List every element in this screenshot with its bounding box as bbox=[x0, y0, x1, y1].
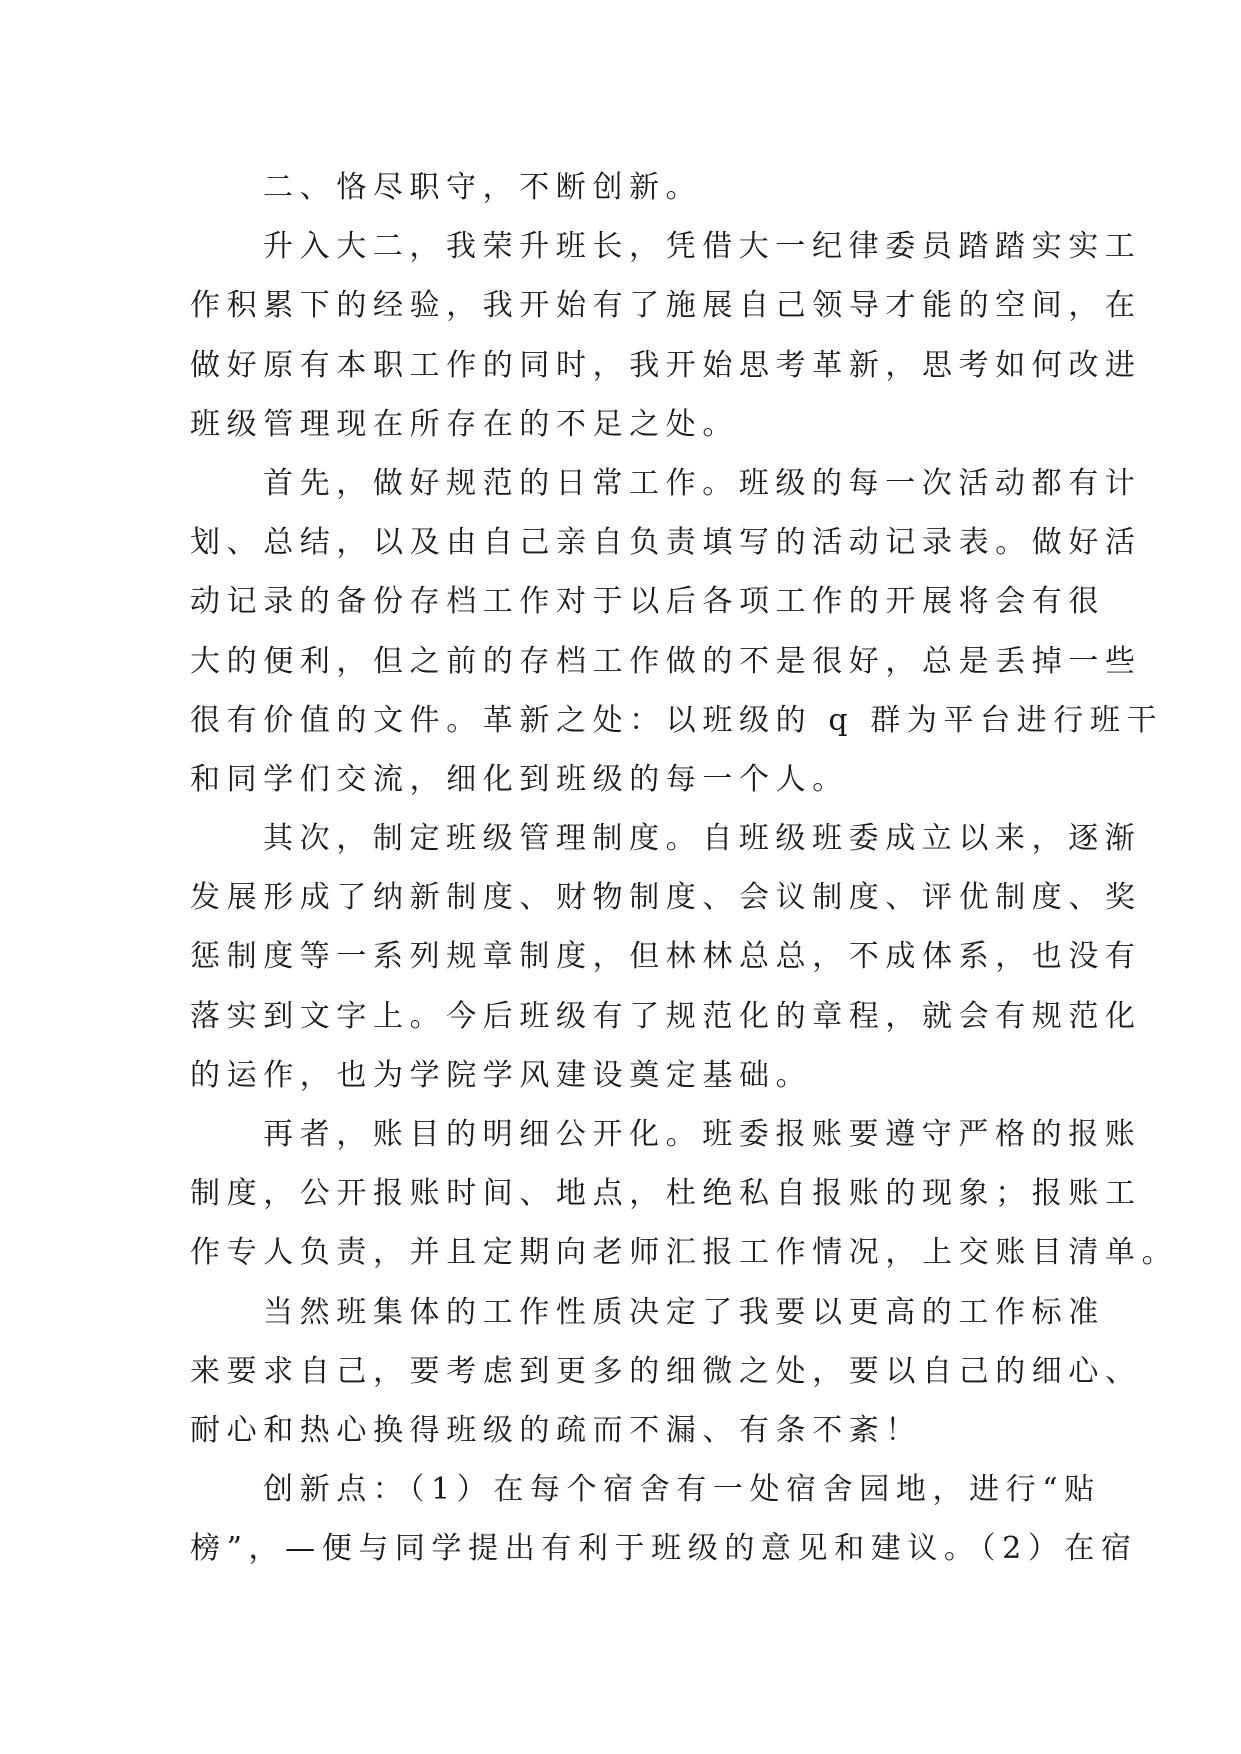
text-line: 和同学们交流，细化到班级的每一个人。 bbox=[190, 761, 849, 797]
paragraph-first-line: 其次，制定班级管理制度。自班级班委成立以来，逐渐 bbox=[263, 821, 1142, 857]
text-line: 的运作，也为学院学风建设奠定基础。 bbox=[190, 1057, 813, 1093]
text-line: 班级管理现在所存在的不足之处。 bbox=[190, 406, 739, 442]
text-line: 作专人负责，并且定期向老师汇报工作情况，上交账目清单。 bbox=[190, 1235, 1179, 1271]
text-line: 来要求自己，要考虑到更多的细微之处，要以自己的细心、 bbox=[190, 1353, 1142, 1389]
document-body bbox=[190, 158, 1179, 1579]
paragraph-first-line: 首先，做好规范的日常工作。班级的每一次活动都有计 bbox=[263, 465, 1142, 501]
text-line: 作积累下的经验，我开始有了施展自己领导才能的空间，在 bbox=[190, 288, 1142, 324]
text-line: 榜”，—便与同学提出有利于班级的意见和建议。（2）在宿 bbox=[190, 1531, 1138, 1567]
paragraph-first-line: 二、恪尽职守，不断创新。 bbox=[263, 170, 703, 205]
text-line: 动记录的备份存档工作对于以后各项工作的开展将会有很 bbox=[190, 584, 1105, 620]
paragraph-first-line: 再者，账目的明细公开化。班委报账要遵守严格的报账 bbox=[263, 1117, 1142, 1152]
text-line: 落实到文字上。今后班级有了规范化的章程，就会有规范化 bbox=[190, 998, 1142, 1034]
paragraph-first-line: 创新点：（1）在每个宿舍有一处宿舍园地，进行“贴 bbox=[263, 1472, 1101, 1508]
text-line: 惩制度等一系列规章制度，但林林总总，不成体系，也没有 bbox=[190, 939, 1142, 975]
paragraph-first-line: 当然班集体的工作性质决定了我要以更高的工作标准 bbox=[263, 1294, 1105, 1330]
text-line: 制度，公开报账时间、地点，杜绝私自报账的现象；报账工 bbox=[190, 1176, 1142, 1212]
text-line: 发展形成了纳新制度、财物制度、会议制度、评优制度、奖 bbox=[190, 880, 1142, 916]
text-line: 大的便利，但之前的存档工作做的不是很好，总是丢掉一些 bbox=[190, 643, 1142, 679]
text-line: 耐心和热心换得班级的疏而不漏、有条不紊！ bbox=[190, 1412, 922, 1448]
paragraph-first-line: 升入大二，我荣升班长，凭借大一纪律委员踏踏实实工 bbox=[263, 229, 1142, 265]
text-line: 划、总结，以及由自己亲自负责填写的活动记录表。做好活 bbox=[190, 525, 1142, 561]
text-line: 很有价值的文件。革新之处：以班级的 q 群为平台进行班干 bbox=[190, 702, 1164, 738]
text-line: 做好原有本职工作的同时，我开始思考革新，思考如何改进 bbox=[190, 347, 1142, 383]
